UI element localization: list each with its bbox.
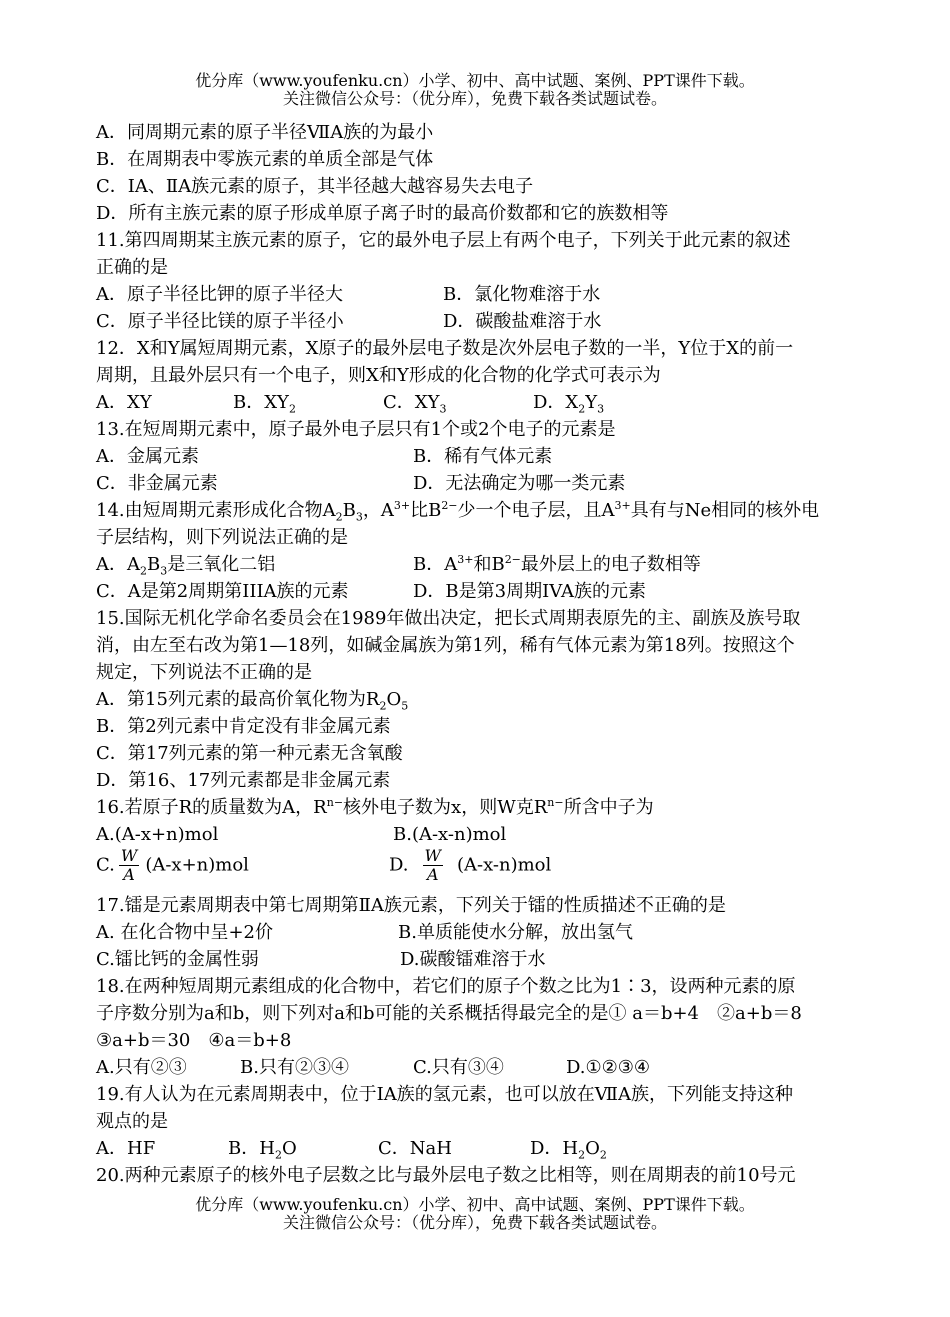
q18-stem-line-2: 子序数分别为a和b，则下列对a和b可能的关系概括得最完全的是① a＝b+4 ②a+b＝8	[96, 1003, 802, 1024]
q16-option-b: B.(A-x-n)mol	[393, 824, 507, 845]
q11-option-c: C．原子半径比镁的原子半径小	[96, 311, 344, 332]
q19-option-c: C．NaH	[378, 1138, 452, 1159]
q18-option-a: A.只有②③	[96, 1057, 187, 1078]
q11-option-b: B．氯化物难溶于水	[443, 284, 601, 305]
q10-option-d: D．所有主族元素的原子形成单原子离子时的最高价数都和它的族数相等	[96, 203, 669, 224]
q18-stem-line-1: 18.在两种短周期元素组成的化合物中，若它们的原子个数之比为1∶3，设两种元素的原	[96, 976, 796, 997]
fraction-w-over-a: $\frac{W}{A}$	[120, 846, 138, 884]
q19-option-b: B．$H_2O$	[228, 1138, 297, 1162]
q17-option-a: A. 在化合物中呈+2价	[96, 922, 273, 943]
q10-option-a: A．同周期元素的原子半径ⅦA族的为最小	[96, 122, 434, 143]
q14-stem-line-2: 子层结构，则下列说法正确的是	[96, 527, 348, 548]
q11-stem-line-1: 11.第四周期某主族元素的原子，它的最外电子层上有两个电子，下列关于此元素的叙述	[96, 230, 791, 251]
q18-stem-line-3: ③a+b＝30 ④a＝b+8	[96, 1030, 292, 1051]
q13-option-b: B．稀有气体元素	[413, 446, 553, 467]
q15-option-d: D．第16、17列元素都是非金属元素	[96, 770, 391, 791]
q19-stem-line-1: 19.有人认为在元素周期表中，位于ⅠA族的氢元素，也可以放在ⅦA族，下列能支持这种	[96, 1084, 793, 1105]
q15-option-b: B．第2列元素中肯定没有非金属元素	[96, 716, 391, 737]
header-line-1: 优分库（www.youfenku.cn）小学、初中、高中试题、案例、PPT课件下载。	[195, 71, 755, 90]
q19-option-a: A．HF	[96, 1138, 156, 1159]
q15-stem-line-3: 规定，下列说法不正确的是	[96, 662, 312, 683]
q18-option-c: C.只有③④	[413, 1057, 504, 1078]
q20-stem-line-1: 20.两种元素原子的核外电子层数之比与最外层电子数之比相等，则在周期表的前10号元	[96, 1165, 796, 1186]
q17-option-c: C.镭比钙的金属性弱	[96, 949, 259, 970]
q14-option-b: B．$A^{3+}$和$B^{2-}$最外层上的电子数相等	[413, 553, 701, 575]
q18-option-b: B.只有②③④	[240, 1057, 349, 1078]
header-line-2: 关注微信公众号：（优分库），免费下载各类试题试卷。	[282, 89, 667, 108]
q14-option-c: C．A是第2周期第IIIA族的元素	[96, 581, 349, 602]
q14-stem-line-1: 14.由短周期元素形成化合物$A_2B_3$，$A^{3+}$比$B^{2-}$少一个电子层，且$A^{3+}$具有与Ne相同的核外电	[96, 499, 820, 524]
footer-line-1: 优分库（www.youfenku.cn）小学、初中、高中试题、案例、PPT课件下载。	[195, 1195, 755, 1214]
q15-option-a: A．第15列元素的最高价氧化物为$R_2O_5$	[96, 689, 409, 713]
q15-stem-line-2: 消，由左至右改为第1—18列，如碱金属族为第1列，稀有气体元素为第18列。按照这个	[96, 635, 795, 656]
q19-option-d: D．$H_2O_2$	[530, 1138, 607, 1162]
q16-option-c: C. $\frac{W}{A}$ (A-x+n)mol	[96, 846, 249, 884]
q10-option-c: C．ⅠA、ⅡA族元素的原子，其半径越大越容易失去电子	[96, 176, 534, 197]
q17-option-d: D.碳酸镭难溶于水	[400, 949, 546, 970]
q10-option-b: B．在周期表中零族元素的单质全部是气体	[96, 149, 434, 170]
fraction-w-over-a: $\frac{W}{A}$	[424, 846, 441, 884]
q15-option-c: C．第17列元素的第一种元素无含氧酸	[96, 743, 403, 764]
page-footer	[0, 1196, 950, 1232]
footer-line-2: 关注微信公众号：（优分库），免费下载各类试题试卷。	[282, 1213, 667, 1232]
q13-option-d: D．无法确定为哪一类元素	[413, 473, 626, 494]
q11-stem-line-2: 正确的是	[96, 257, 168, 278]
q14-option-d: D．B是第3周期IVA族的元素	[413, 581, 646, 602]
q16-option-a: A.(A-x+n)mol	[96, 824, 219, 845]
q12-option-c: C．$XY_3$	[383, 392, 447, 416]
q13-option-c: C．非金属元素	[96, 473, 218, 494]
q19-stem-line-2: 观点的是	[96, 1111, 168, 1132]
q17-stem: 17.镭是元素周期表中第七周期第ⅡA族元素，下列关于镭的性质描述不正确的是	[96, 895, 726, 916]
page-header	[0, 72, 950, 108]
q16-option-d: D. $\frac{W}{A}$ (A-x-n)mol	[389, 846, 552, 884]
q16-stem: 16.若原子R的质量数为A，$R^{n-}$核外电子数为x，则W克$R^{n-}$所含中子为	[96, 796, 654, 818]
q12-option-d: D．$X_2Y_3$	[533, 392, 605, 416]
q12-stem-line-1: 12．X和Y属短周期元素，X原子的最外层电子数是次外层电子数的一半，Y位于X的前一	[96, 338, 794, 359]
q13-option-a: A．金属元素	[96, 446, 199, 467]
q17-option-b: B.单质能使水分解，放出氢气	[398, 922, 633, 943]
q11-option-d: D．碳酸盐难溶于水	[443, 311, 602, 332]
q12-option-a: A．XY	[96, 392, 152, 413]
q12-option-b: B．$XY_2$	[233, 392, 296, 416]
q11-option-a: A．原子半径比钾的原子半径大	[96, 284, 343, 305]
q12-stem-line-2: 周期，且最外层只有一个电子，则X和Y形成的化合物的化学式可表示为	[96, 365, 661, 386]
q18-option-d: D.①②③④	[566, 1057, 651, 1078]
q13-stem: 13.在短周期元素中，原子最外电子层只有1个或2个电子的元素是	[96, 419, 616, 440]
q15-stem-line-1: 15.国际无机化学命名委员会在1989年做出决定，把长式周期表原先的主、副族及族号取	[96, 608, 801, 629]
q14-option-a: A．$A_2B_3$是三氧化二铝	[96, 554, 276, 578]
